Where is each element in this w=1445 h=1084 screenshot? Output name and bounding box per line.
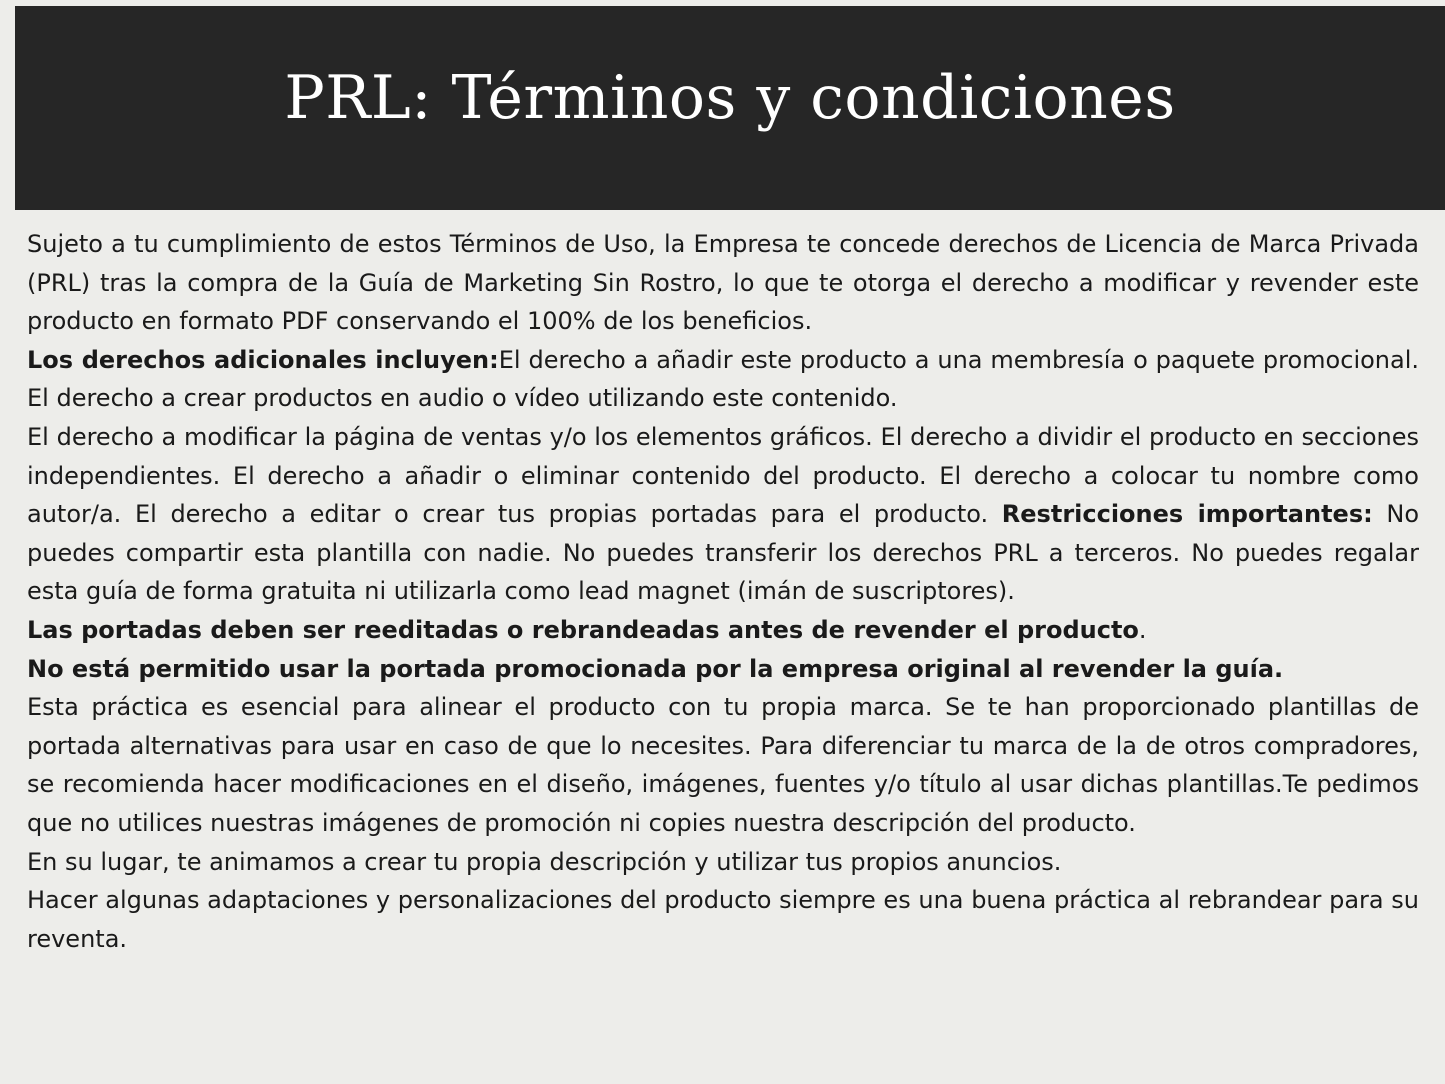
additional-rights-heading: Los derechos adicionales incluyen:	[27, 345, 499, 374]
page-title: PRL: Términos y condiciones	[284, 63, 1176, 133]
terms-body	[27, 225, 1419, 958]
title-banner	[15, 6, 1445, 210]
branding-practice-text: Esta práctica es esencial para alinear el producto con tu propia marca. Se te han proporcionado plantillas de portada alternativas para usar en caso de que lo necesites. Para diferenciar tu marca de la de otros compradores, se recomienda hacer modificaciones en el diseño, imágenes, fuentes y/o título al usar dichas plantillas.Te pedimos que no utilices nuestras imágenes de promoción ni copies nuestra descripción del producto.	[27, 693, 1419, 837]
cover-rebrand-paragraph	[27, 611, 1419, 650]
rights-restrictions-paragraph	[27, 418, 1419, 611]
license-text: Sujeto a tu cumplimiento de estos Términos de Uso, la Empresa te concede derechos de Licencia de Marca Privada (PRL) tras la compra de la Guía de Marketing Sin Rostro, lo que te otorga el derecho a modificar y revender este producto en formato PDF conservando el 100% de los beneficios.	[27, 230, 1419, 336]
cover-rebrand-notice: Las portadas deben ser reeditadas o rebrandeadas antes de revender el producto	[27, 615, 1139, 644]
restrictions-heading: Restricciones importantes:	[1001, 500, 1373, 529]
customization-text: Hacer algunas adaptaciones y personalizaciones del producto siempre es una buena práctica al rebrandear para su reventa.	[27, 886, 1419, 953]
rights-list-text: El derecho a modificar la página de ventas y/o los elementos gráficos. El derecho a dividir el producto en secciones independientes. El derecho a añadir o eliminar contenido del producto. El derecho a colocar tu nombre como autor/a. El derecho a editar o crear tus propias portadas para el producto.	[27, 422, 1419, 529]
own-description-paragraph	[27, 843, 1419, 882]
additional-rights-paragraph	[27, 341, 1419, 418]
own-description-text: En su lugar, te animamos a crear tu propia descripción y utilizar tus propios anuncios.	[27, 847, 1062, 876]
branding-practice-paragraph	[27, 688, 1419, 842]
additional-rights-text: El derecho a añadir este producto a una membresía o paquete promocional. El derecho a crear productos en audio o vídeo utilizando este contenido.	[27, 345, 1420, 413]
license-paragraph	[27, 225, 1419, 341]
customization-paragraph	[27, 881, 1419, 958]
cover-prohibition-notice: No está permitido usar la portada promocionada por la empresa original al revender la guía.	[27, 654, 1284, 683]
cover-rebrand-period: .	[1138, 615, 1147, 644]
cover-prohibition-paragraph	[27, 650, 1419, 689]
restrictions-text: No puedes compartir esta plantilla con nadie. No puedes transferir los derechos PRL a terceros. No puedes regalar esta guía de forma gratuita ni utilizarla como lead magnet (imán de suscriptores).	[27, 500, 1419, 606]
